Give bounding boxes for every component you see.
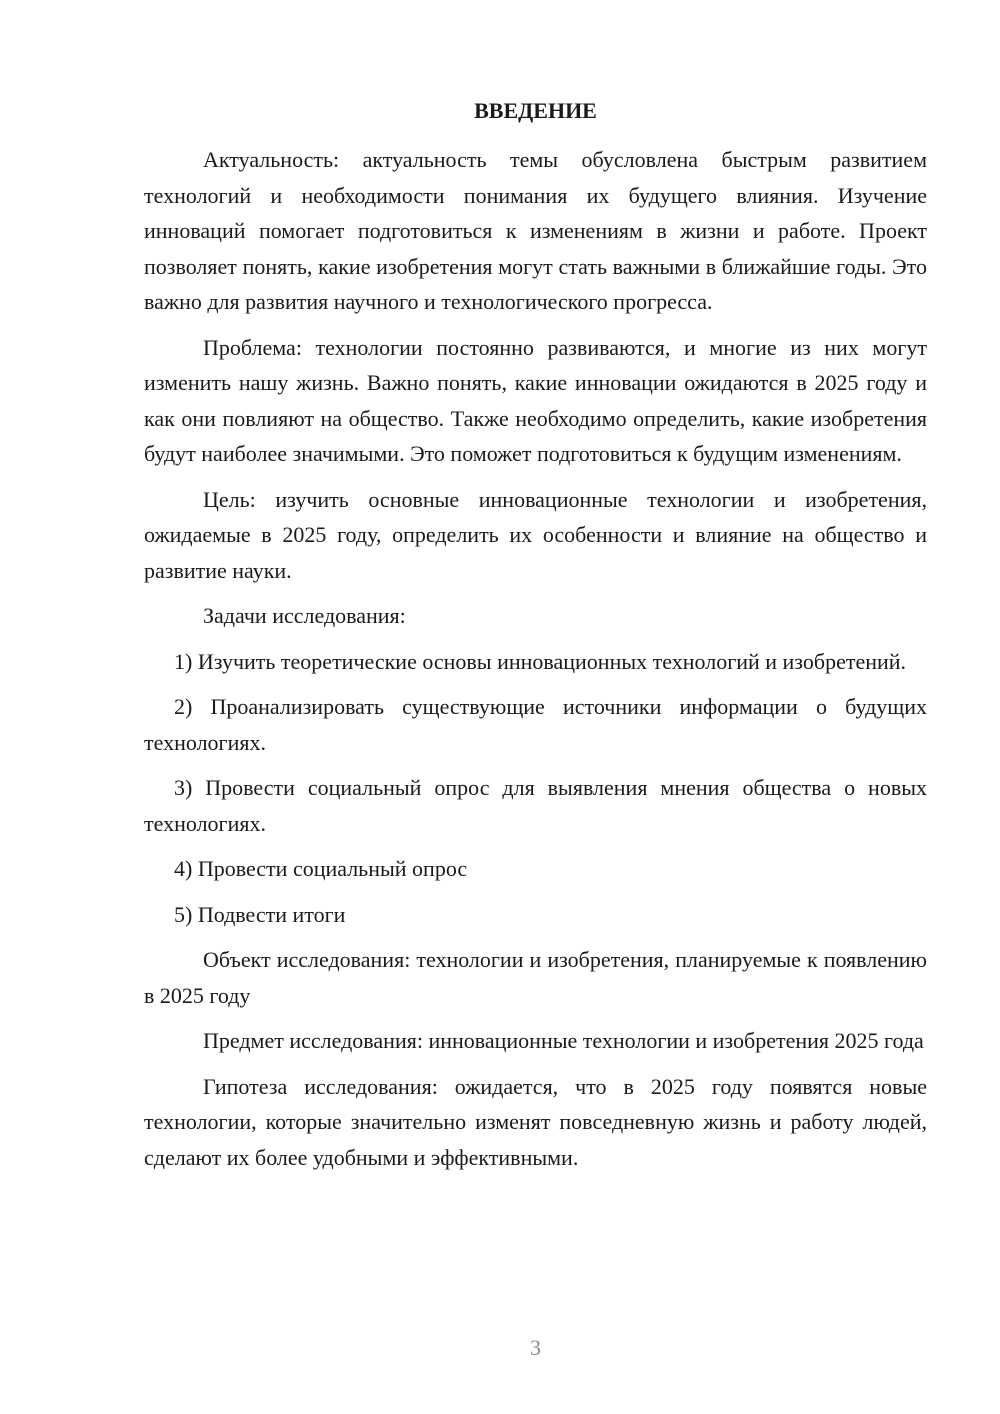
section-title: ВВЕДЕНИЕ [474, 98, 597, 123]
paragraph-tasks-heading: Задачи исследования: [203, 603, 406, 628]
document-page [144, 0, 927, 1414]
paragraph-object: Объект исследования: технологии и изобретения, планируемые к появлению в 2025 году [144, 947, 927, 1008]
paragraph-problem: Проблема: технологии постоянно развиваются, и многие из них могут изменить нашу жизнь. Важно понять, какие инновации ожидаются в 2025 году и как они повлияют на общество. Также необходимо определить, какие изобретения будут наиболее значимыми. Это поможет подготовиться к будущим изменениям. [144, 334, 927, 466]
task-item-3: 3) Провести социальный опрос для выявления мнения общества о новых технологиях. [144, 775, 927, 836]
page-number: 3 [530, 1335, 541, 1360]
paragraph-goal: Цель: изучить основные инновационные технологии и изобретения, ожидаемые в 2025 году, определить их особенности и влияние на общество и развитие науки. [144, 486, 927, 583]
task-item-5: 5) Подвести итоги [174, 901, 346, 927]
paragraph-subject: Предмет исследования: инновационные технологии и изобретения 2025 года [203, 1028, 924, 1053]
paragraph-relevance: Актуальность: актуальность темы обусловлена быстрым развитием технологий и необходимости понимания их будущего влияния. Изучение инноваций помогает подготовиться к изменениям в жизни и работе. Проект позволяет понять, какие изобретения могут стать важными в ближайшие годы. Это важно для развития научного и технологического прогресса. [144, 147, 927, 314]
task-item-2: 2) Проанализировать существующие источники информации о будущих технологиях. [144, 694, 927, 755]
document-body [144, 142, 927, 1185]
task-item-1: 1) Изучить теоретические основы инновационных технологий и изобретений. [174, 648, 907, 674]
task-item-4: 4) Провести социальный опрос [174, 856, 468, 881]
paragraph-hypothesis: Гипотеза исследования: ожидается, что в 2025 году появятся новые технологии, которые значительно изменят повседневную жизнь и работу людей, сделают их более удобными и эффективными. [144, 1073, 927, 1170]
